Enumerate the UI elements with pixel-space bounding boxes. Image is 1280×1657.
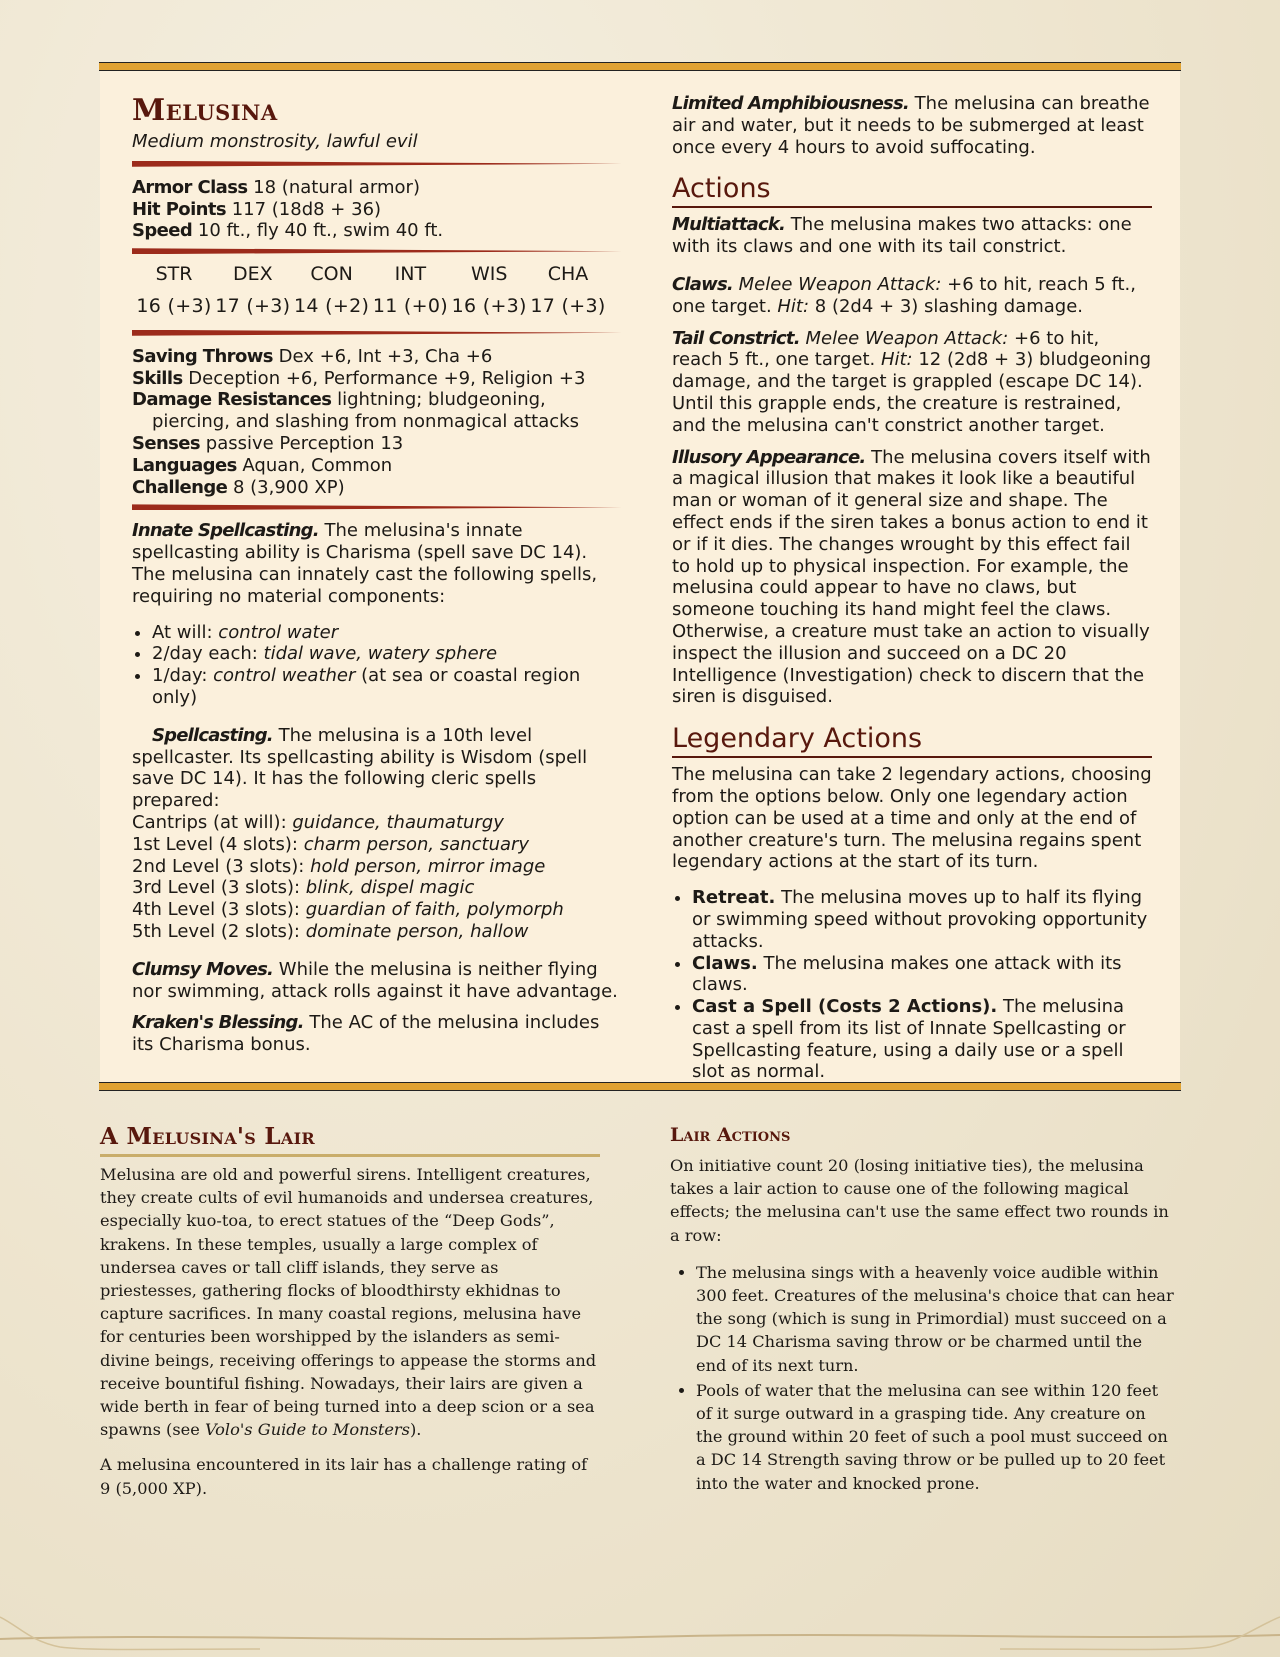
ability-name: CON — [310, 263, 353, 286]
hit-points — [132, 199, 622, 221]
spellcasting-title: Spellcasting. — [152, 724, 273, 746]
taper-divider — [132, 504, 622, 510]
spell-level-line — [132, 921, 622, 943]
lore-text-end: ). — [409, 1420, 422, 1440]
spell-level: 2nd Level (3 slots): — [132, 855, 311, 877]
list-item — [152, 665, 622, 709]
spell-level-line — [132, 812, 622, 834]
saving-throws — [132, 346, 622, 368]
krakens-blessing-title: Kraken's Blessing. — [132, 1012, 304, 1034]
spell-names: control water — [218, 621, 339, 643]
spell-frequency: 2/day each: — [152, 643, 264, 665]
ability-name: INT — [394, 263, 427, 286]
spell-level: Cantrips (at will): — [132, 811, 293, 833]
stat-block — [100, 63, 1180, 1090]
legendary-action-list — [672, 887, 1152, 1083]
list-item: • The melusina sings with a heavenly voice audible within 300 feet. Creatures of the melusina's choice that can hear the song (which is sung in Primordial) must succeed on a DC 14 Charisma saving throw or be charmed until the end of its next turn. — [696, 1261, 1175, 1377]
spell-names: charm person, sanctuary — [303, 833, 530, 855]
tail-damage: 12 (2d8 + 3) bludgeoning damage, and the target is grappled (escape DC 14). Until this grapple ends, the creature is restrained, and the melusina can't constrict another target. — [672, 349, 1152, 436]
spell-names: dominate person, hallow — [305, 920, 529, 942]
tail-text: +6 to hit, reach 5 ft., one target. — [672, 327, 1100, 371]
ability-scores — [136, 264, 606, 318]
claws-action — [672, 274, 1152, 318]
ability-int — [372, 264, 448, 318]
clumsy-moves — [132, 959, 622, 1003]
legendary-action-title: Claws. — [692, 952, 758, 974]
innate-spellcasting — [132, 520, 622, 607]
claws-damage: 8 (2d4 + 3) slashing damage. — [809, 295, 1084, 317]
skills-label: Skills — [132, 367, 183, 389]
illusory-appearance-text: The melusina covers itself with a magical illusion that makes it look like a beautiful man or woman of it general size and shape. The effect ends if the siren takes a bonus action to end it or if it dies. The changes wrought by this effect fail to hold up to physical inspection. For example, the melusina could appear to have no claws, but someone touching its hand might feel the claws. Otherwise, a creature must take an action to visually inspect the illusion and succeed on a DC 20 Intelligence (Investigation) check to discern that the siren is disguised. — [672, 446, 1151, 708]
languages-value: Aquan, Common — [242, 454, 393, 476]
spell-names: control weather — [213, 665, 356, 687]
footer-ornament — [0, 1577, 1280, 1657]
challenge-label: Challenge — [132, 476, 228, 498]
ability-value: 16 (+3) — [451, 294, 527, 317]
tail-attack-type: Melee Weapon Attack: — [805, 327, 1009, 349]
ability-value: 16 (+3) — [136, 294, 212, 317]
spell-level-line — [132, 856, 622, 878]
innate-spell-list — [132, 622, 622, 709]
tail-constrict-title: Tail Constrict. — [672, 327, 800, 349]
lore-paragraph — [100, 1163, 600, 1441]
spell-level: 3rd Level (3 slots): — [132, 877, 306, 899]
list-item — [152, 622, 622, 644]
ability-value: 14 (+2) — [294, 294, 370, 317]
hit-points-value: 117 (18d8 + 36) — [231, 198, 382, 220]
senses — [132, 433, 622, 455]
taper-divider — [132, 330, 622, 336]
speed-value: 10 ft., fly 40 ft., swim 40 ft. — [197, 220, 444, 242]
limited-amphibiousness — [672, 93, 1152, 158]
spell-level-line — [132, 834, 622, 856]
lair-actions-intro: On initiative count 20 (losing initiative ties), the melusina takes a lair action to cause one of the following magical effects; the melusina can't use the same effect two rounds in a row: — [670, 1156, 1169, 1245]
footer-right-curl — [1000, 1617, 1280, 1650]
illusory-appearance — [672, 447, 1152, 709]
senses-value: passive Perception 13 — [205, 432, 404, 454]
stat-block-right-column — [672, 91, 1152, 1083]
damage-resistances-label: Damage Resistances — [132, 389, 332, 411]
limited-amphibiousness-text: The melusina can breathe air and water, but it needs to be submerged at least once every 4 hours to avoid suffocating. — [672, 93, 1150, 158]
list-item — [692, 887, 1152, 952]
challenge-value: 8 (3,900 XP) — [232, 476, 345, 498]
list-item — [692, 996, 1152, 1083]
lair-challenge-paragraph: A melusina encountered in its lair has a challenge rating of 9 (5,000 XP). — [100, 1455, 588, 1498]
hit-points-label: Hit Points — [132, 198, 226, 220]
challenge — [132, 477, 622, 499]
tail-hit-label: Hit: — [880, 349, 913, 371]
spell-note: (at sea or coastal region only) — [152, 665, 581, 708]
innate-spellcasting-text: The melusina's innate spellcasting ability is Charisma (spell save DC 14). The melusina can innately cast the following spells, requiring no material components: — [132, 520, 598, 607]
multiattack-text: The melusina makes two attacks: one with its claws and one with its tail constrict. — [672, 214, 1132, 258]
languages-label: Languages — [132, 454, 237, 476]
senses-label: Senses — [132, 432, 201, 454]
spellcasting — [132, 725, 622, 812]
lair-actions-column — [670, 1122, 1175, 1497]
speed — [132, 220, 622, 242]
ability-dex — [215, 264, 291, 318]
lair-action-list — [670, 1261, 1175, 1495]
legendary-action-title: Retreat. — [692, 887, 776, 909]
claws-attack-type: Melee Weapon Attack: — [738, 273, 942, 295]
spell-names: guardian of faith, polymorph — [305, 899, 564, 921]
armor-class-label: Armor Class — [132, 176, 248, 198]
spellcasting-text: The melusina is a 10th level spellcaster. Its spellcasting ability is Wisdom (spell save DC 14). It has the following cleric spells prepared: — [132, 724, 588, 812]
tail-constrict-action — [672, 328, 1152, 437]
legendary-action-text: The melusina cast a spell from its list of Innate Spellcasting or Spellcasting feature, using a daily use or a spell slot as normal. — [692, 996, 1126, 1083]
ability-str — [136, 264, 212, 318]
taper-divider — [132, 161, 622, 167]
ability-value: 17 (+3) — [530, 294, 606, 317]
saving-throws-label: Saving Throws — [132, 345, 273, 367]
ability-con — [294, 264, 370, 318]
ability-name: DEX — [232, 263, 273, 286]
limited-amphibiousness-title: Limited Amphibiousness. — [672, 93, 909, 114]
footer-wave-line — [0, 1635, 1280, 1639]
krakens-blessing-text: The AC of the melusina includes its Charisma bonus. — [132, 1012, 600, 1056]
ability-value: 17 (+3) — [215, 294, 291, 317]
footer-left-curl — [0, 1617, 260, 1650]
lore-text: Melusina are old and powerful sirens. Intelligent creatures, they create cults of evil humanoids and undersea creatures, especially kuo-toa, to erect statues of the “Deep Gods”, krakens. In these temples, usually a large complex of undersea caves or tall cliff islands, they serve as priestesses, gathering flocks of bloodthirsty ekhidnas to capture sacrifices. In many coastal regions, melusina have for centuries been worshipped by the islanders as semi-divine beings, receiving offerings to appease the storms and receive bountiful fishing. Nowadays, their lairs are given a wide berth in fear of being turned into a deep scion or a sea spawns (see — [100, 1165, 597, 1440]
stat-block-bottom-border — [99, 1082, 1181, 1091]
claws-hit-label: Hit: — [777, 295, 810, 317]
list-item — [152, 643, 622, 665]
legendary-action-title: Cast a Spell (Costs 2 Actions). — [692, 996, 998, 1018]
ability-name: WIS — [470, 263, 508, 286]
legendary-action-text: The melusina moves up to half its flying or swimming speed without provoking opportunity attacks. — [692, 887, 1148, 952]
lair-lore-column — [100, 1122, 600, 1512]
monster-name: Melusina — [132, 93, 278, 128]
spell-names: hold person, mirror image — [310, 855, 546, 877]
saving-throws-value: Dex +6, Int +3, Cha +6 — [278, 345, 493, 367]
stat-block-left-column — [132, 91, 622, 1056]
skills-value: Deception +6, Performance +9, Religion +3 — [188, 367, 586, 389]
legendary-intro: The melusina can take 2 legendary actions, choosing from the options below. Only one legendary action option can be used at a time and only at the end of another creature's turn. The melusina regains spent legendary actions at the start of its turn. — [672, 764, 1152, 873]
stat-block-top-border — [99, 62, 1181, 71]
spell-names: guidance, thaumaturgy — [292, 811, 504, 833]
languages — [132, 455, 622, 477]
innate-spellcasting-title: Innate Spellcasting. — [132, 520, 319, 542]
legendary-actions-heading: Legendary Actions — [672, 722, 1152, 758]
spell-level: 1st Level (4 slots): — [132, 833, 304, 855]
list-item: • Pools of water that the melusina can see within 120 feet of it surge outward in a grasping tide. Any creature on the ground within 20 feet of such a pool must succeed on a DC 14 Strength saving throw or be pulled up to 20 feet into the water and knocked prone. — [696, 1379, 1175, 1495]
list-item — [692, 953, 1152, 997]
claws-title: Claws. — [672, 273, 733, 295]
taper-divider — [132, 248, 622, 254]
clumsy-moves-text: While the melusina is neither flying nor swimming, attack rolls against it have advantage. — [132, 958, 618, 1002]
ability-name: STR — [155, 263, 193, 286]
spell-frequency: At will: — [152, 621, 219, 643]
skills — [132, 368, 622, 390]
spell-level: 4th Level (3 slots): — [132, 899, 306, 921]
ability-value: 11 (+0) — [372, 294, 448, 317]
actions-heading: Actions — [672, 172, 1152, 208]
multiattack — [672, 214, 1152, 258]
spell-level-line — [132, 899, 622, 921]
speed-label: Speed — [132, 220, 193, 242]
multiattack-title: Multiattack. — [672, 214, 786, 236]
illusory-appearance-title: Illusory Appearance. — [672, 446, 866, 468]
armor-class-value: 18 (natural armor) — [253, 176, 420, 198]
book-title: Volo's Guide to Monsters — [204, 1420, 410, 1440]
lair-heading: A Melusina's Lair — [100, 1122, 600, 1157]
krakens-blessing — [132, 1012, 622, 1056]
spell-level-line — [132, 877, 622, 899]
spell-level: 5th Level (2 slots): — [132, 920, 306, 942]
ability-wis — [451, 264, 527, 318]
damage-resistances-value: lightning; bludgeoning, piercing, and slashing from nonmagical attacks — [152, 389, 579, 433]
armor-class — [132, 177, 622, 199]
spell-names: tidal wave, watery sphere — [263, 643, 498, 665]
damage-resistances — [132, 389, 622, 433]
ability-cha — [530, 264, 606, 318]
lair-actions-heading: Lair Actions — [670, 1124, 791, 1146]
monster-type: Medium monstrosity, lawful evil — [132, 131, 418, 152]
clumsy-moves-title: Clumsy Moves. — [132, 958, 274, 980]
ability-name: CHA — [547, 263, 589, 286]
claws-text: +6 to hit, reach 5 ft., one target. — [672, 273, 1136, 317]
legendary-action-text: The melusina makes one attack with its claws. — [692, 952, 1122, 996]
spell-frequency: 1/day: — [152, 665, 214, 687]
spell-names: blink, dispel magic — [305, 877, 475, 899]
